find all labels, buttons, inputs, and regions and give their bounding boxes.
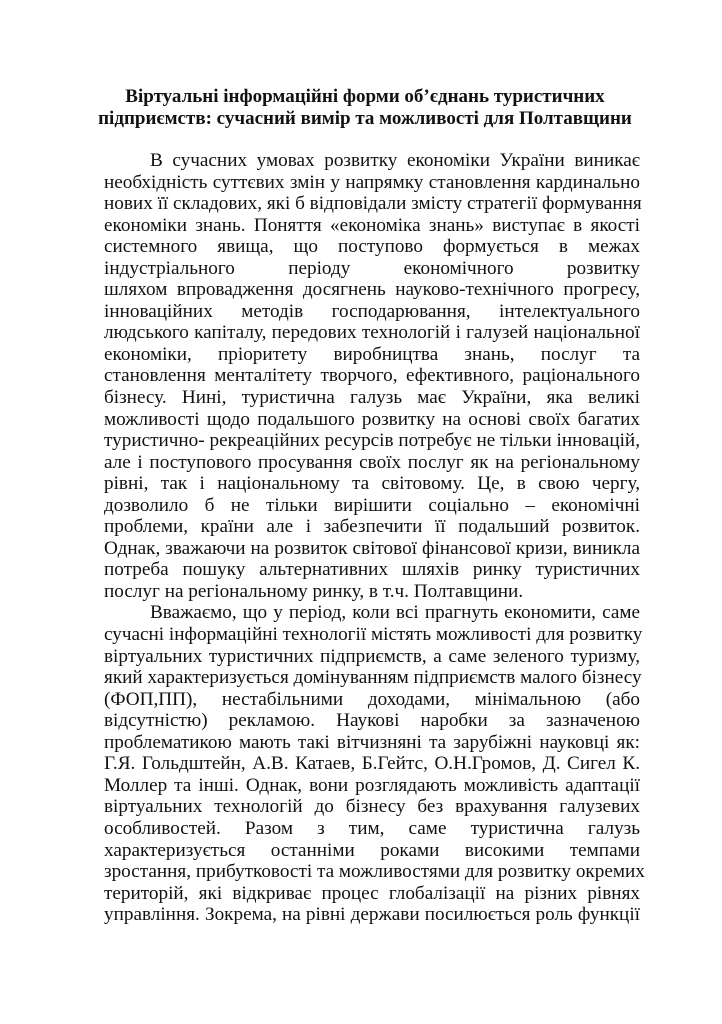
paragraph-line: В сучасних умовах розвитку економіки України виникає [150,150,640,171]
title-line: Віртуальні інформаційні форми об’єднань туристичних [125,86,605,107]
paragraph-line: інноваційних методів господарювання, інтелектуального [104,300,640,322]
paragraph-line: туристично- рекреаційних ресурсів потребує не тільки інновацій, [104,430,640,452]
paragraph-line: зростання, прибутковості та можливостями для розвитку окремих [104,861,645,883]
paragraphs [104,150,645,926]
document-body [104,150,645,926]
paragraph-line: Однак, зважаючи на розвиток світової фінансової кризи, виникла [104,537,640,559]
paragraph-line: проблематикою мають такі вітчизняні та зарубіжні науковці як: [104,731,640,753]
paragraph-line: послуг на регіональному ринку, в т.ч. Полтавщини. [104,580,524,602]
paragraph-line: особливостей. Разом з тим, саме туристична галузь [104,817,640,839]
title-line: підприємств: сучасний вимір та можливості для Полтавщини [98,108,632,129]
paragraph-line: територій, які відкриває процес глобалізації на різних рівнях [104,882,640,904]
paragraph [104,150,640,602]
paragraph [104,602,645,926]
document-title [95,86,635,130]
paragraph-line: (ФОП,ПП), нестабільними доходами, мінімальною (або [104,688,640,710]
paragraph-line: але і поступового просування своїх послуг як на регіональному [104,451,640,473]
paragraph-line: людського капіталу, передових технологій і галузей національної [104,322,640,344]
paragraph-line: економіки, пріоритету виробництва знань, послуг та [104,343,640,365]
paragraph-line: управління. Зокрема, на рівні держави посилюється роль функції [104,904,640,926]
paragraph-line: нових її складових, які б відповідали змісту стратегії формування [104,193,642,215]
paragraph-line: який характеризується домінуванням підприємств малого бізнесу [104,667,642,689]
paragraph-line: становлення менталітету творчого, ефективного, раціонального [104,365,640,387]
paragraph-line: економіки знань. Поняття «економіка знань» виступає в якості [104,214,640,236]
paragraph-line: Вважаємо, що у період, коли всі прагнуть економити, саме [150,602,640,624]
paragraph-line: дозволило б не тільки вирішити соціально – економічні [104,494,640,516]
paragraph-line: віртуальних технологій до бізнесу без врахування галузевих [104,796,640,818]
paragraph-line: бізнесу. Нині, туристична галузь має України, яка великі [104,387,640,409]
paragraph-line: можливості щодо подальшого розвитку на основі своїх багатих [104,408,640,430]
paragraph-line: проблеми, країни але і забезпечити її подальший розвиток. [104,516,640,538]
paragraph-line: Моллер та інші. Однак, вони розглядають можливість адаптації [104,774,640,796]
paragraph-line: сучасні інформаційні технології містять можливості для розвитку [104,624,643,646]
paragraph-line: рівні, так і національному та світовому. Це, в свою чергу, [104,473,640,495]
paragraph-line: віртуальних туристичних підприємств, а саме зеленого туризму, [104,645,640,667]
paragraph-line: потреба пошуку альтернативних шляхів ринку туристичних [104,559,640,581]
paragraph-line: системного явища, що поступово формується в межах [104,236,640,258]
paragraph-line: характеризується останніми роками високими темпами [104,839,640,861]
paragraph-line: Г.Я. Гольдштейн, А.В. Катаев, Б.Гейтс, О.Н.Громов, Д. Сигел К. [104,753,640,775]
paragraph-line: необхідність суттєвих змін у напрямку становлення кардинально [104,171,640,193]
paragraph-line: відсутністю) рекламою. Наукові наробки за зазначеною [104,710,640,732]
paragraph-line: шляхом впровадження досягнень науково-технічного прогресу, [104,279,640,301]
paragraph-line: індустріального періоду економічного розвитку [104,257,640,279]
